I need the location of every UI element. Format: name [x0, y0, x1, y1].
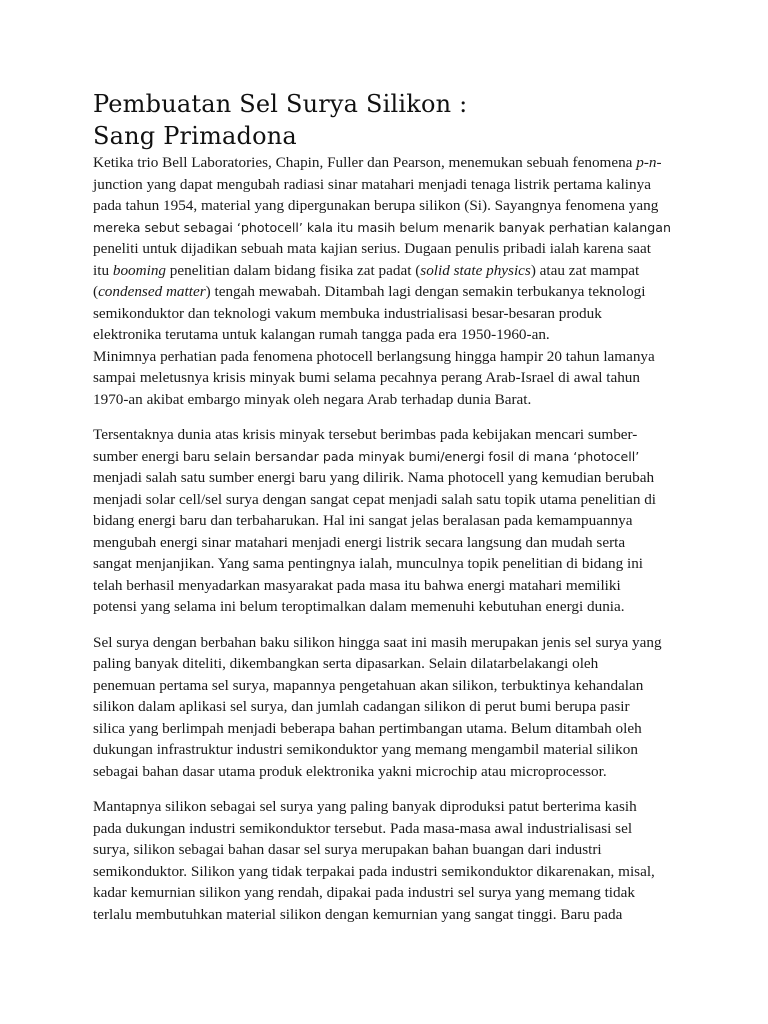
text-run: Ketika trio Bell Laboratories, Chapin, Fuller dan Pearson, menemukan sebuah fenomena	[93, 154, 637, 171]
text-line	[93, 489, 678, 511]
text-run: Minimnya perhatian pada fenomena photocell berlangsung hingga hampir 20 tahun lamanya	[93, 347, 655, 365]
text-run: selain bersandar pada minyak bumi/energi fosil di mana ‘photocell’	[213, 448, 640, 464]
text-line	[93, 675, 678, 697]
text-run: terlalu membutuhkan material silikon dengan kemurnian yang sangat tinggi. Baru pada	[93, 905, 623, 923]
text-run: itu	[93, 261, 113, 279]
text-run: sampai meletusnya krisis minyak bumi selama pecahnya perang Arab-Israel di awal tahun	[93, 369, 640, 386]
text-run: semikonduktor. Silikon yang tidak terpakai pada industri semikonduktor dikarenakan, misal,	[93, 862, 655, 880]
text-run: Sel surya dengan berbahan baku silikon hingga saat ini masih merupakan jenis sel surya yang	[93, 633, 662, 651]
paragraph-2	[93, 424, 678, 618]
text-run: pada dukungan industri semikonduktor tersebut. Pada masa-masa awal industrialisasi sel	[93, 819, 633, 837]
title-line-2: Sang Primadona	[93, 122, 297, 150]
text-run: ) tengah mewabah. Ditambah lagi dengan semakin terbukanya teknologi	[205, 283, 646, 300]
text-line	[93, 861, 678, 883]
text-run: sebagai bahan dasar utama produk elektronika yakni microchip atau microprocessor.	[93, 762, 607, 780]
document-page	[93, 88, 678, 925]
text-line	[93, 718, 678, 740]
title-line-1: Pembuatan Sel Surya Silikon :	[93, 90, 468, 118]
text-run: menjadi solar cell/sel surya dengan sangat cepat menjadi salah satu topik utama penelitian di	[93, 490, 657, 508]
text-line	[93, 467, 678, 489]
text-run: solid state physics	[420, 261, 531, 279]
text-run: potensi yang selama ini belum teroptimalkan dalam memenuhi kebutuhan energi dunia.	[93, 598, 625, 615]
text-line	[93, 346, 678, 368]
text-run: penemuan pertama sel surya, mapannya pengetahuan akan silikon, terbuktinya kehandalan	[93, 676, 644, 694]
text-line	[93, 367, 678, 389]
text-line	[93, 260, 678, 282]
text-line	[93, 553, 678, 575]
text-line	[93, 596, 678, 618]
text-run: 1970-an akibat embargo minyak oleh negara Arab terhadap dunia Barat.	[93, 390, 532, 408]
text-line	[93, 882, 678, 904]
text-run: paling banyak diteliti, dikembangkan serta dipasarkan. Selain dilatarbelakangi oleh	[93, 655, 599, 672]
text-line	[93, 217, 678, 239]
text-run: mengubah energi sinar matahari menjadi energi listrik secara langsung dan mudah serta	[93, 533, 626, 551]
text-line	[93, 303, 678, 325]
text-line	[93, 818, 678, 840]
text-run: sangat menjanjikan. Yang sama pentingnya ialah, munculnya topik penelitian di bidang ini	[93, 555, 644, 572]
text-run: silikon dalam aplikasi sel surya, dan jumlah cadangan silikon di perut bumi berupa pasir	[93, 698, 630, 715]
text-line	[93, 532, 678, 554]
page-title	[93, 88, 678, 152]
paragraph-gap	[93, 782, 678, 796]
text-run: mereka sebut sebagai ‘photocell’ kala itu masih belum menarik banyak perhatian kalangan	[93, 219, 671, 235]
text-line	[93, 389, 678, 411]
text-run: (	[93, 283, 99, 300]
paragraph-1	[93, 152, 678, 410]
text-run: silica yang berlimpah menjadi beberapa bahan pertimbangan utama. Belum ditambah oleh	[93, 719, 642, 737]
paragraph-4	[93, 796, 678, 925]
text-line	[93, 446, 678, 468]
text-line	[93, 238, 678, 260]
text-run: menjadi salah satu sumber energi baru yang dilirik. Nama photocell yang kemudian berubah	[93, 469, 655, 486]
text-run: pada tahun 1954, material yang dipergunakan berupa silikon (Si). Sayangnya fenomena yang	[93, 197, 659, 214]
paragraph-3	[93, 632, 678, 783]
text-line	[93, 152, 678, 174]
text-line	[93, 904, 678, 926]
text-run: semikonduktor dan teknologi vakum membuka industrialisasi besar-besaran produk	[93, 304, 602, 322]
text-line	[93, 424, 678, 446]
text-run: elektronika terutama untuk kalangan rumah tangga pada era 1950-1960-an.	[93, 326, 550, 343]
text-line	[93, 761, 678, 783]
text-run: junction yang dapat mengubah radiasi sinar matahari menjadi tenaga listrik pertama kalinya	[93, 175, 651, 193]
text-line	[93, 839, 678, 861]
text-line	[93, 510, 678, 532]
text-run: peneliti untuk dijadikan sebuah mata kajian serius. Dugaan penulis pribadi ialah karena saat	[93, 240, 651, 257]
text-line	[93, 324, 678, 346]
text-line	[93, 575, 678, 597]
text-line	[93, 796, 678, 818]
text-run: kadar kemurnian silikon yang rendah, dipakai pada industri sel surya yang memang tidak	[93, 884, 635, 901]
text-run: p-n-	[636, 154, 662, 171]
text-run: booming	[112, 261, 166, 279]
text-run: ) atau zat mampat	[530, 261, 640, 279]
text-run: telah berhasil menyadarkan masyarakat pada masa itu bahwa energi matahari memiliki	[93, 576, 621, 594]
text-run: bidang energi baru dan terbaharukan. Hal ini sangat jelas beralasan pada kemampuannya	[93, 512, 633, 529]
text-run: Tersentaknya dunia atas krisis minyak tersebut berimbas pada kebijakan mencari sumber-	[93, 426, 638, 443]
text-run: condensed matter	[98, 283, 206, 300]
paragraph-gap	[93, 618, 678, 632]
paragraph-gap	[93, 410, 678, 424]
text-run: dukungan infrastruktur industri semikonduktor yang memang mengambil material silikon	[93, 741, 638, 758]
text-run: penelitian dalam bidang fisika zat padat (	[166, 261, 421, 279]
text-run: surya, silikon sebagai bahan dasar sel surya merupakan bahan buangan dari industri	[93, 841, 602, 858]
text-line	[93, 696, 678, 718]
text-line	[93, 632, 678, 654]
text-run: sumber energi baru	[93, 447, 214, 465]
text-line	[93, 739, 678, 761]
text-line	[93, 653, 678, 675]
text-line	[93, 281, 678, 303]
text-line	[93, 174, 678, 196]
text-run: Mantapnya silikon sebagai sel surya yang paling banyak diproduksi patut berterima kasih	[93, 798, 637, 815]
text-line	[93, 195, 678, 217]
